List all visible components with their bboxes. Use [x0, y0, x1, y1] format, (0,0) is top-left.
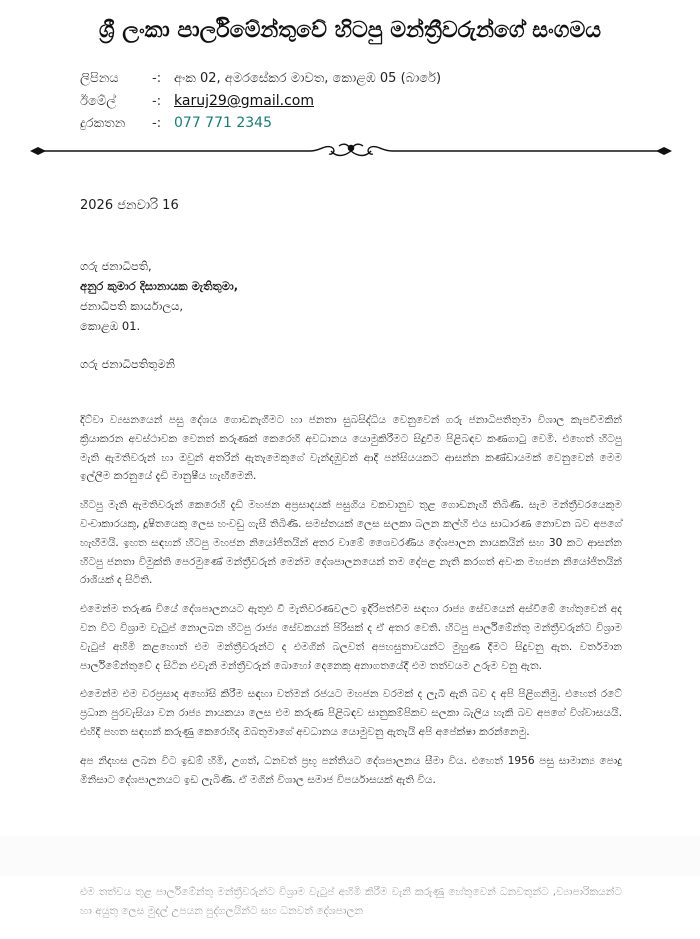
next-page-faded-text: එම තත්වය තුළ පාර්ලිමේන්තු මන්ත්‍රීවරුන්ට විශ්‍රාම වැටුප් අහිමි කිරීම වැනි කරුණු හේතුවෙන් ධනවතුන්ට ,ව්‍යාපාරිකයන්ට හා අයුතු ලෙස මුදල් උපයන පුද්ගලයින්ට සහ ධනවත් දේශපාලන — [80, 886, 622, 917]
recipient-line-1: ගරු ජනාධිපති, — [80, 259, 152, 273]
phone-separator: -: — [152, 116, 162, 131]
body-paragraph-3: එමෙන්ම තරුණ වියේ දේශපාලනයට ඇතුළු වී මැතිවරණවලට ඉදිරිපත්වීම සඳහා රාජ්‍ය සේවයෙන් අස්වීමේ හේතුවෙන් අද වන විට විශ්‍රාම වැටුප් නොලබන හිටපු රාජ්‍ය සේවකයන් පිරිසක් ද ඒ අතර වෙති. හිටපු පාර්ලිමේන්තු මන්ත්‍රීවරුන්ට විශ්‍රාම වැටුප් අහිමි කළහොත් එම මන්ත්‍රීවරුන්ට ද එමගින් බලවත් අපහසුතාවයන්ට මුහුණ දීමට සිදුවනු ඇත. වර්තමාන පාර්ලිමේන්තුවේ ද සිටින එවැනි මන්ත්‍රීවරුන් බොහෝ දෙනෙකු අනාගතයේදී එම තත්වයම උරුම වනු ඇත. — [80, 603, 622, 672]
address-separator: -: — [152, 71, 162, 86]
contact-block — [80, 71, 441, 137]
salutation: ගරු ජනාධිපතිතුමනි — [80, 357, 175, 371]
phone-label: දුරකතන — [80, 116, 126, 131]
address-value: අංක 02, අමරසේකර මාවත, කොළඹ 05 (බාරේ) — [174, 71, 442, 86]
body-paragraph-1: දිට්වා ව්‍යසනයෙන් පසු දේශය ගොඩනැගීමට හා ජනතා සුබසිද්ධිය වෙනුවෙන් ගරු ජනාධිපතිතුමා විශාල කැපවීමකින් ක්‍රියාකරන අවස්ථාවක වෙනත් කරුණක් කෙරෙහි අවධානය යොමුකිරීමට සිදුවීම පිළිබඳව කණගාටු වෙමි. එහෙත් හිටපු මැති ඇමතිවරුන් හා ඔවුන් අතරින් ඇතැමෙකුගේ වැන්දඹුවන් ආදී පන්සියයකට ආසන්න කණ්ඩායමක් වෙනුවෙන් මෙම ඉල්ලීම කරනුයේ දැඩි මානුෂීය හැඟීමෙනි. — [80, 414, 622, 483]
letterhead-title: ශ්‍රී ලංකා පාර්ලිමේන්තුවේ හිටපු මන්ත්‍රීවරුන්ගේ සංගමය — [98, 18, 602, 43]
flourish-icon — [310, 144, 392, 155]
recipient-line-3: ජනාධිපති කාර්යාලය, — [80, 299, 184, 313]
contact-row-address — [80, 71, 441, 93]
email-separator: -: — [152, 94, 162, 109]
ornamental-divider — [28, 142, 674, 160]
email-link[interactable]: karuj29@gmail.com — [174, 93, 315, 109]
contact-row-phone — [80, 115, 441, 137]
body-paragraph-4: එමෙන්ම එම වරප්‍රසාද අහෝසි කිරීම සඳහා වත්මන් රජයට මහජන වරමක් ද ලැබී ඇති බව ද අපි පිළිගනිමු. එහෙත් රටේ ප්‍රධාන පුරවැසියා වන රාජ්‍ය නායකයා ලෙස එම කරුණ පිළිබඳව සානුකම්පිකව සලකා බැලිය හැකි බව අපගේ විශ්වාසයයි. එහිදී පහත සඳහන් කරුණු කෙරෙහිද ඔබතුමාගේ අවධානය යොමුවනු ඇතැයි අපි අපේක්ෂා කරන්නෙමු. — [80, 688, 622, 738]
page-break-gap — [0, 836, 700, 876]
letter-date: 2026 ජනවාරි 16 — [80, 198, 179, 213]
address-label: ලිපිනය — [80, 71, 119, 86]
body-paragraph-2: හිටපු මැති ඇමතිවරුන් කෙරෙහි දැඩි මහජන අප්‍රසාදයක් පසුගිය වකවානුව තුළ ගොඩනැඟී තිබිණි. සැම මන්ත්‍රීවරයෙකුම වංචාකාරයකු, දූෂිතයෙකු ලෙස හංවඩු ගැසී තිබිණි. සමස්තයක් ලෙස සලකා බලන කල්හි එය සාධාරණ නොවන බව අපගේ හැඟීමයි. ඉහත සඳහන් හිටපු මහජන නියෝජිතයින් අතර වාමේ ශෛවරණීය දේශපාලන නායකයින් සහ 30 කට ආසන්න හිටපු ජනතා විමුක්ති පෙරමුණේ මන්ත්‍රීවරුන් මෙන්ම දේශපාලනයෙන් තම දේපළ නැති කරගත් අවංක මහජන නියෝජිතයින් රාශියක් ද සිටිති. — [80, 499, 622, 587]
letter-body — [80, 411, 622, 799]
recipient-address — [80, 256, 238, 336]
contact-row-email — [80, 93, 441, 115]
phone-link[interactable]: 077 771 2345 — [174, 115, 272, 131]
recipient-line-4: කොළඹ 01. — [80, 319, 141, 333]
email-label: ඊමේල් — [80, 94, 117, 109]
body-paragraph-5: අප නිදහස ලබන විට ඉඩම් හිමි, උගත්, ධනවත් ප්‍රභූ පන්තියට දේශපාලනය සීමා විය. එහෙත් 1956 පසු සාමාන්‍ය පොදු මිනිසාට දේශපාලනයට ඉඩ ලැබිණි. ඒ මගින් විශාල සමාජ විපර්යාසයක් ඇති විය. — [80, 754, 622, 786]
recipient-line-2: අනුර කුමාර දිසානායක මැතිතුමා, — [80, 279, 239, 293]
